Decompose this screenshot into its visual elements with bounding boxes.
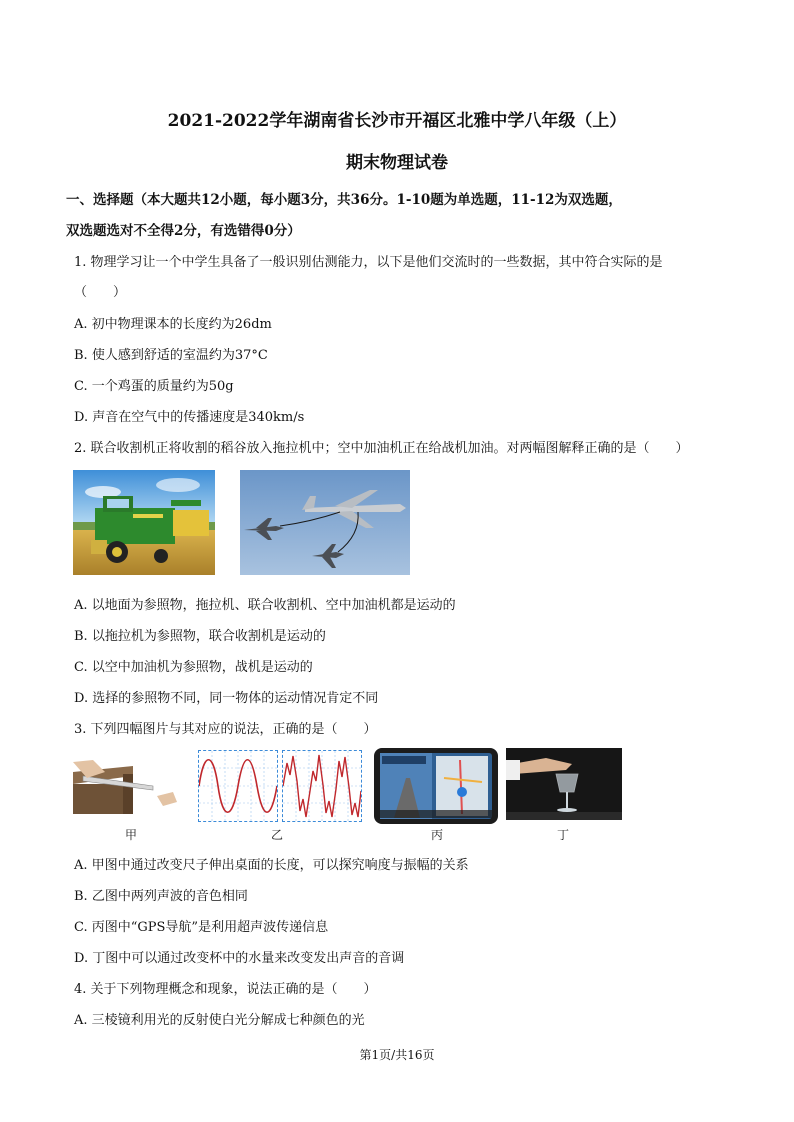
title-line-2: 期末物理试卷	[346, 153, 448, 173]
wine-glass-image	[506, 748, 622, 820]
title-line-1: 2021-2022学年湖南省长沙市开福区北雅中学八年级（上）	[167, 111, 627, 131]
page-number: 第1页/共16页	[359, 1048, 435, 1062]
caption-bing: 丙	[430, 828, 443, 842]
question-3-option-b: B. 乙图中两列声波的音色相同	[74, 889, 248, 904]
caption-jia: 甲	[124, 828, 137, 842]
harvester-illustration	[73, 470, 215, 575]
question-2-option-d: D. 选择的参照物不同，同一物体的运动情况肯定不同	[74, 691, 379, 706]
question-2-option-c: C. 以空中加油机为参照物，战机是运动的	[74, 660, 313, 675]
question-2-stem: 2. 联合收割机正将收割的稻谷放入拖拉机中；空中加油机正在给战机加油。对两幅图解释正确的是（ ）	[74, 441, 689, 456]
question-1-paren: （ ）	[74, 285, 127, 300]
sound-wave-1-image	[198, 750, 278, 822]
ruler-on-table-image	[73, 752, 185, 816]
question-2-option-b: B. 以拖拉机为参照物，联合收割机是运动的	[74, 629, 326, 644]
question-4-stem: 4. 关于下列物理概念和现象，说法正确的是（ ）	[74, 982, 377, 997]
ruler-illustration	[73, 752, 185, 816]
refueling-image	[240, 470, 410, 575]
question-3-option-c: C. 丙图中“GPS导航”是利用超声波传递信息	[74, 920, 329, 935]
caption-yi: 乙	[270, 828, 283, 842]
caption-ding: 丁	[556, 828, 569, 842]
harvester-image	[73, 470, 215, 575]
section-heading-line-1: 一、选择题（本大题共12小题，每小题3分，共36分。1-10题为单选题，11-12为双选题，	[66, 192, 622, 208]
question-3-option-d: D. 丁图中可以通过改变杯中的水量来改变发出声音的音调	[74, 951, 405, 966]
glass-and-hand-illustration	[506, 748, 622, 820]
sound-wave-2-image	[282, 750, 362, 822]
question-4-option-a: A. 三棱镜利用光的反射使白光分解成七种颜色的光	[74, 1013, 365, 1028]
question-1-option-c: C. 一个鸡蛋的质量约为50g	[74, 379, 234, 394]
sine-wave-graph	[199, 751, 277, 821]
question-1-option-a: A. 初中物理课本的长度约为26dm	[74, 317, 272, 332]
question-3-stem: 3. 下列四幅图片与其对应的说法，正确的是（ ）	[74, 722, 377, 737]
question-2-option-a: A. 以地面为参照物，拖拉机、联合收割机、空中加油机都是运动的	[74, 598, 456, 613]
question-1-option-d: D. 声音在空气中的传播速度是340km/s	[74, 410, 305, 425]
gps-navigation-image	[374, 748, 498, 824]
section-heading-line-2: 双选题选对不全得2分，有选错得0分）	[66, 223, 301, 239]
question-1-stem: 1. 物理学习让一个中学生具备了一般识别估测能力，以下是他们交流时的一些数据，其中符合实际的是	[74, 255, 663, 270]
irregular-wave-graph	[283, 751, 361, 821]
question-1-option-b: B. 使人感到舒适的室温约为37°C	[74, 348, 268, 363]
question-3-option-a: A. 甲图中通过改变尺子伸出桌面的长度，可以探究响度与振幅的关系	[74, 858, 469, 873]
gps-screen-illustration	[374, 748, 498, 824]
air-refueling-illustration	[240, 470, 410, 575]
